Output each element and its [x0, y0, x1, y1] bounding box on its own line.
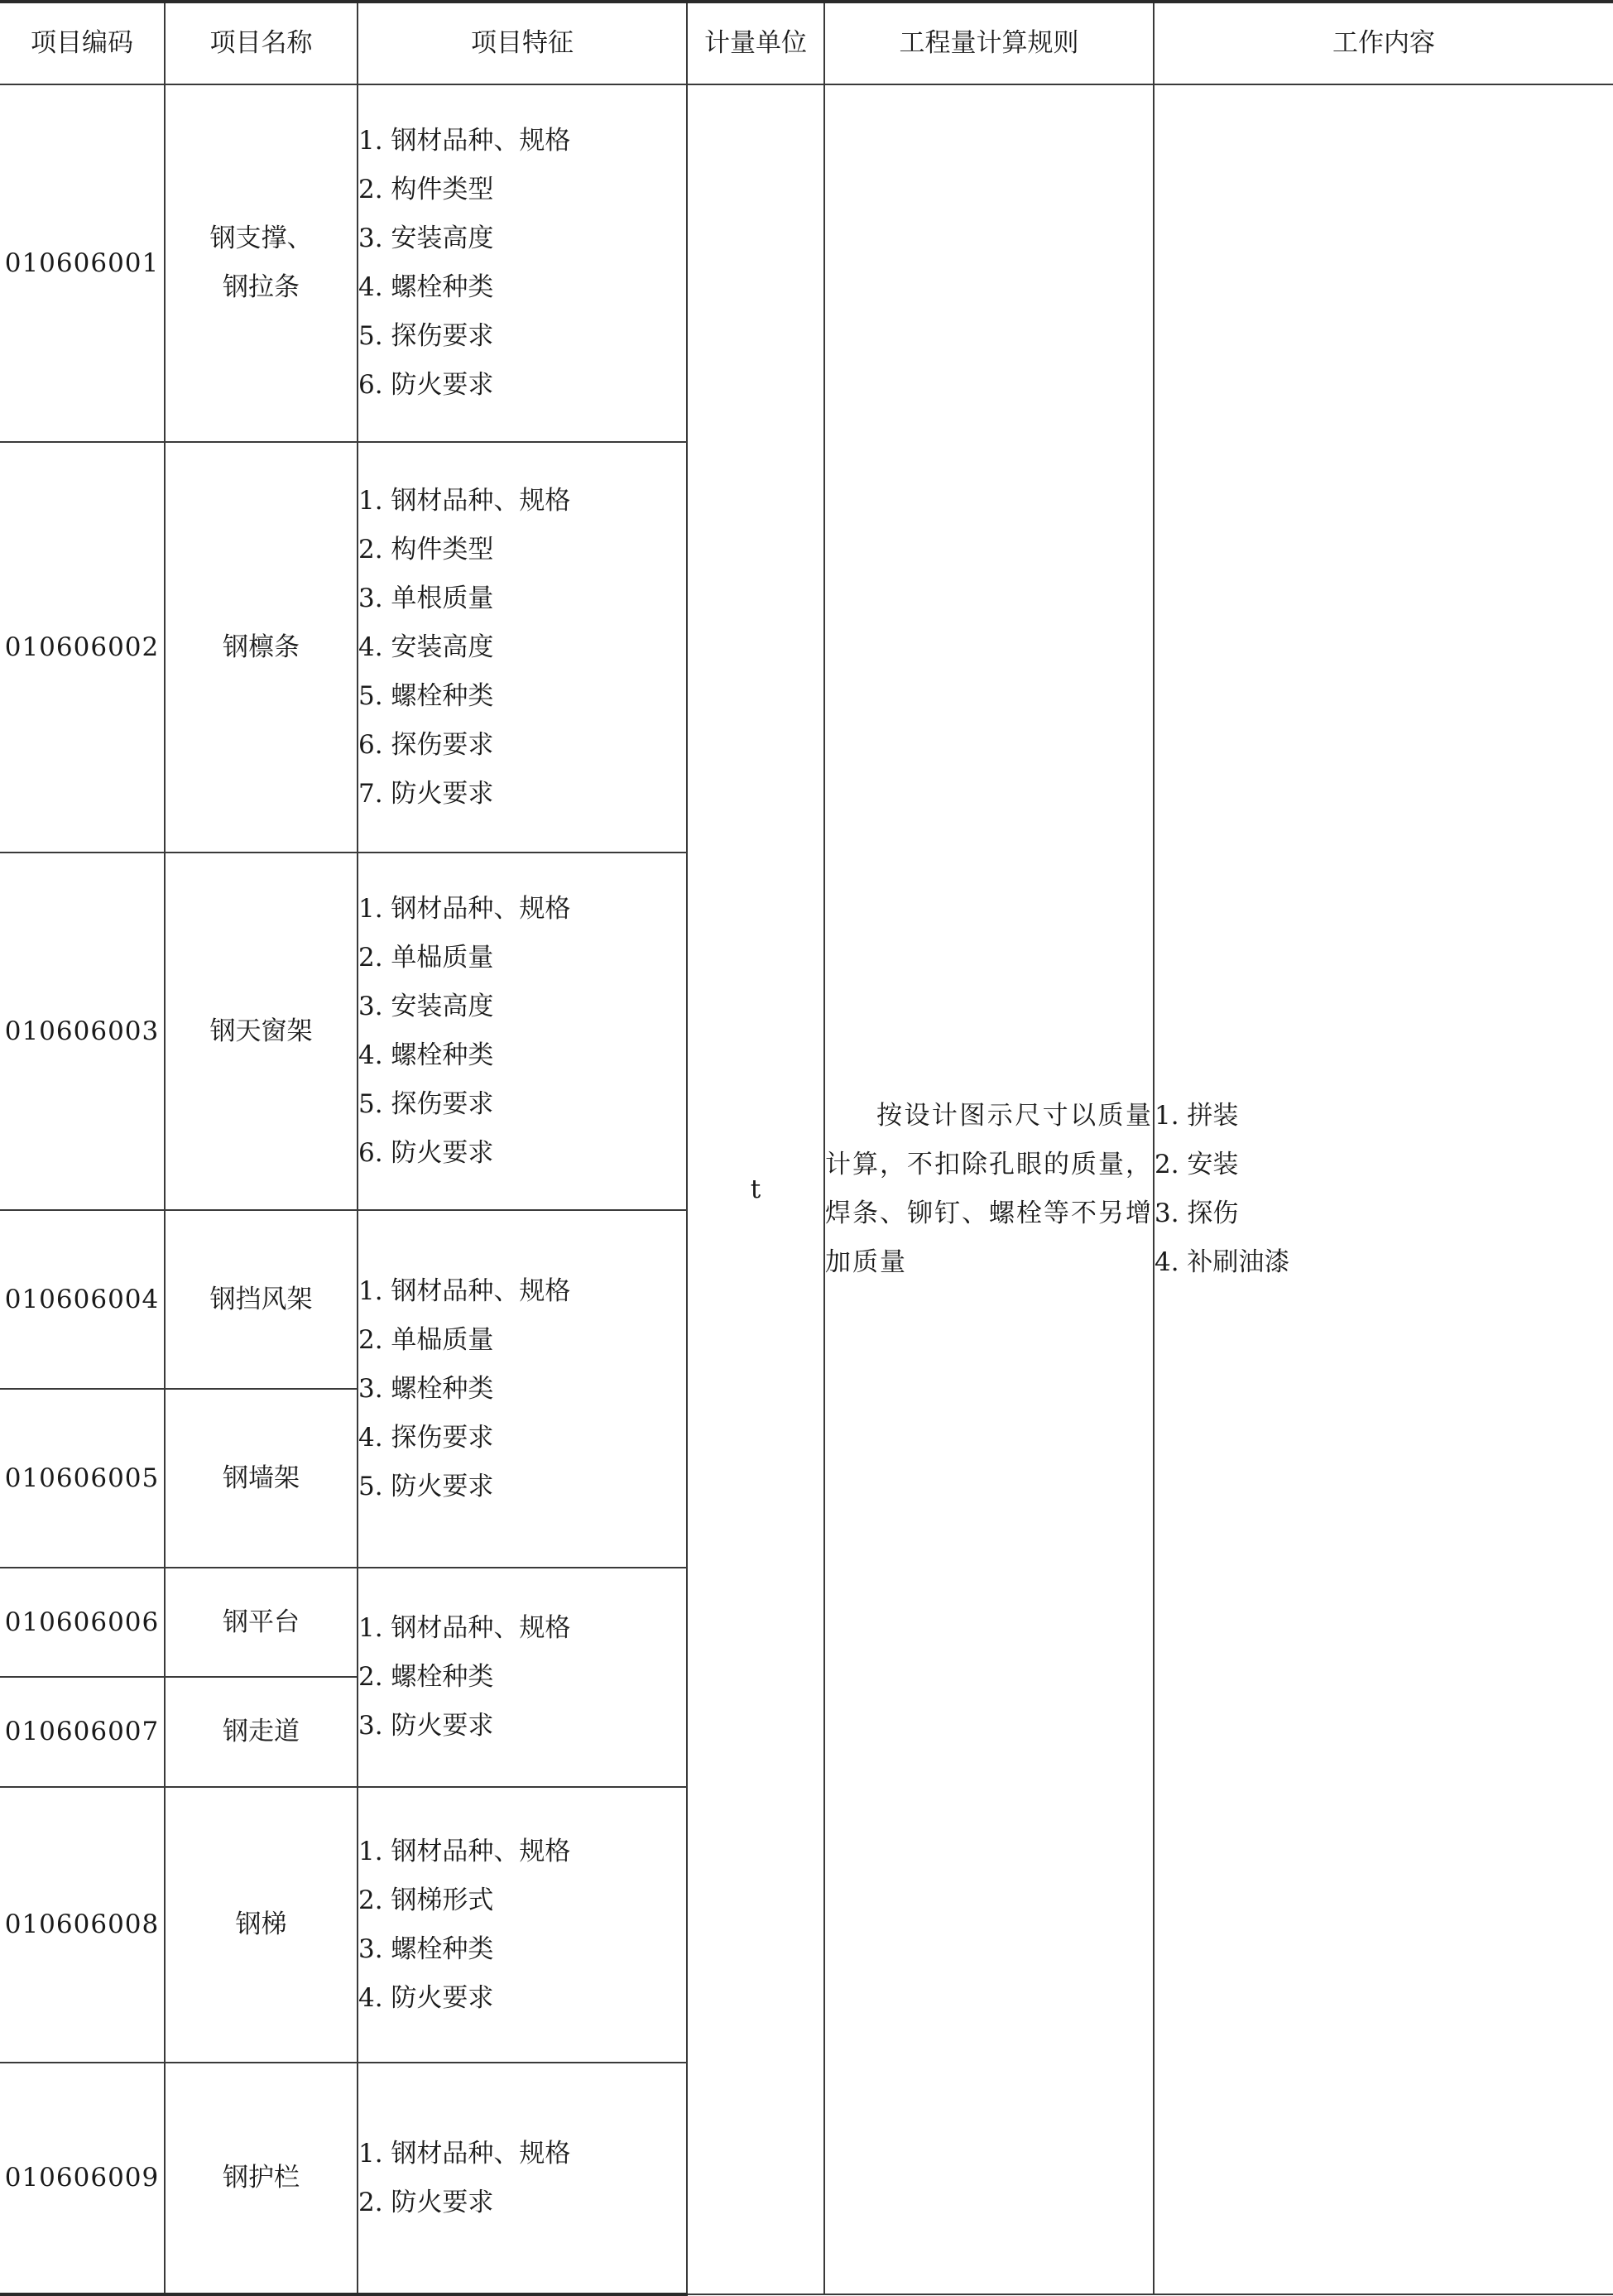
item-name [165, 1389, 358, 1568]
feature-item: 1. 钢材品种、规格 [358, 126, 571, 156]
feature-item: 3. 螺栓种类 [358, 1373, 494, 1404]
feature-item: 6. 防火要求 [358, 370, 494, 400]
work-item: 4. 补刷油漆 [1155, 1247, 1290, 1277]
item-name-line: 钢支撑、 [209, 223, 313, 253]
header-calc-rule: 工程量计算规则 [824, 2, 1154, 84]
feature-item: 3. 安装高度 [358, 992, 494, 1021]
feature-item: 4. 探伤要求 [358, 1422, 494, 1453]
item-name-line: 钢挡风架 [209, 1284, 313, 1314]
feature-item: 1. 钢材品种、规格 [358, 2138, 571, 2169]
item-name-line: 钢护栏 [223, 2163, 300, 2193]
item-features [358, 2063, 687, 2294]
item-name-line: 钢天窗架 [209, 1016, 313, 1046]
feature-item: 4. 防火要求 [358, 1982, 494, 2013]
feature-item: 6. 探伤要求 [358, 729, 494, 760]
item-code: 010606007 [0, 1677, 165, 1787]
item-name-line: 钢拉条 [223, 272, 300, 302]
feature-item: 3. 防火要求 [358, 1711, 494, 1741]
header-item-code: 项目编码 [0, 2, 165, 84]
feature-item: 1. 钢材品种、规格 [358, 1613, 571, 1643]
work-item: 3. 探伤 [1155, 1198, 1239, 1228]
item-code: 010606002 [0, 442, 165, 853]
item-code: 010606008 [0, 1787, 165, 2063]
item-code: 010606004 [0, 1210, 165, 1389]
item-name-line: 钢走道 [223, 1717, 300, 1746]
table-row [0, 84, 1613, 442]
item-name-line: 钢平台 [223, 1607, 300, 1637]
item-name [165, 2063, 358, 2294]
feature-item: 1. 钢材品种、规格 [358, 1275, 571, 1306]
work-content-cell [1154, 84, 1613, 2294]
feature-item: 2. 防火要求 [358, 2187, 494, 2217]
feature-item: 3. 单根质量 [358, 583, 494, 613]
item-name-line: 钢墙架 [223, 1463, 300, 1493]
item-name [165, 84, 358, 442]
calc-rule-text: 按设计图示尺寸以质量计算，不扣除孔眼的质量，焊条、铆钉、螺栓等不另增加质量 [825, 1101, 1153, 1277]
item-features [358, 1787, 687, 2063]
item-features [358, 442, 687, 853]
feature-item: 4. 安装高度 [358, 632, 494, 662]
feature-item: 6. 防火要求 [358, 1138, 494, 1168]
item-code: 010606003 [0, 853, 165, 1210]
unit-cell: t [687, 84, 824, 2294]
feature-item: 2. 单榀质量 [358, 1324, 494, 1355]
feature-item: 1. 钢材品种、规格 [358, 1836, 571, 1866]
work-item: 1. 拼装 [1155, 1101, 1239, 1131]
header-row [0, 2, 1613, 84]
item-code: 010606005 [0, 1389, 165, 1568]
header-work-content: 工作内容 [1154, 2, 1613, 84]
feature-item: 5. 防火要求 [358, 1471, 494, 1501]
feature-item: 1. 钢材品种、规格 [358, 894, 571, 924]
feature-item: 1. 钢材品种、规格 [358, 485, 571, 516]
item-code: 010606009 [0, 2063, 165, 2294]
item-features [358, 853, 687, 1210]
item-name-line: 钢梯 [235, 1909, 287, 1939]
work-item: 2. 安装 [1155, 1150, 1239, 1179]
feature-item: 5. 探伤要求 [358, 1089, 494, 1119]
item-name-line: 钢檩条 [223, 632, 300, 662]
item-features [358, 1210, 687, 1568]
feature-item: 5. 螺栓种类 [358, 680, 494, 711]
feature-item: 2. 构件类型 [358, 175, 494, 204]
feature-item: 4. 螺栓种类 [358, 1040, 494, 1070]
header-item-name: 项目名称 [165, 2, 358, 84]
item-name [165, 853, 358, 1210]
item-name [165, 1787, 358, 2063]
feature-item: 2. 构件类型 [358, 534, 494, 564]
feature-item: 5. 探伤要求 [358, 321, 494, 351]
feature-item: 3. 安装高度 [358, 223, 494, 253]
feature-item: 2. 钢梯形式 [358, 1885, 494, 1915]
feature-item: 2. 单榀质量 [358, 943, 494, 973]
item-code: 010606006 [0, 1568, 165, 1677]
item-name [165, 1210, 358, 1389]
header-unit: 计量单位 [687, 2, 824, 84]
header-item-features: 项目特征 [358, 2, 687, 84]
feature-item: 4. 螺栓种类 [358, 272, 494, 302]
item-features [358, 84, 687, 442]
item-name [165, 1677, 358, 1787]
item-code: 010606001 [0, 84, 165, 442]
item-features [358, 1568, 687, 1787]
calc-rule-cell [824, 84, 1154, 2294]
feature-item: 7. 防火要求 [358, 778, 494, 809]
feature-item: 3. 螺栓种类 [358, 1933, 494, 1964]
item-name [165, 1568, 358, 1677]
feature-item: 2. 螺栓种类 [358, 1662, 494, 1692]
item-name [165, 442, 358, 853]
